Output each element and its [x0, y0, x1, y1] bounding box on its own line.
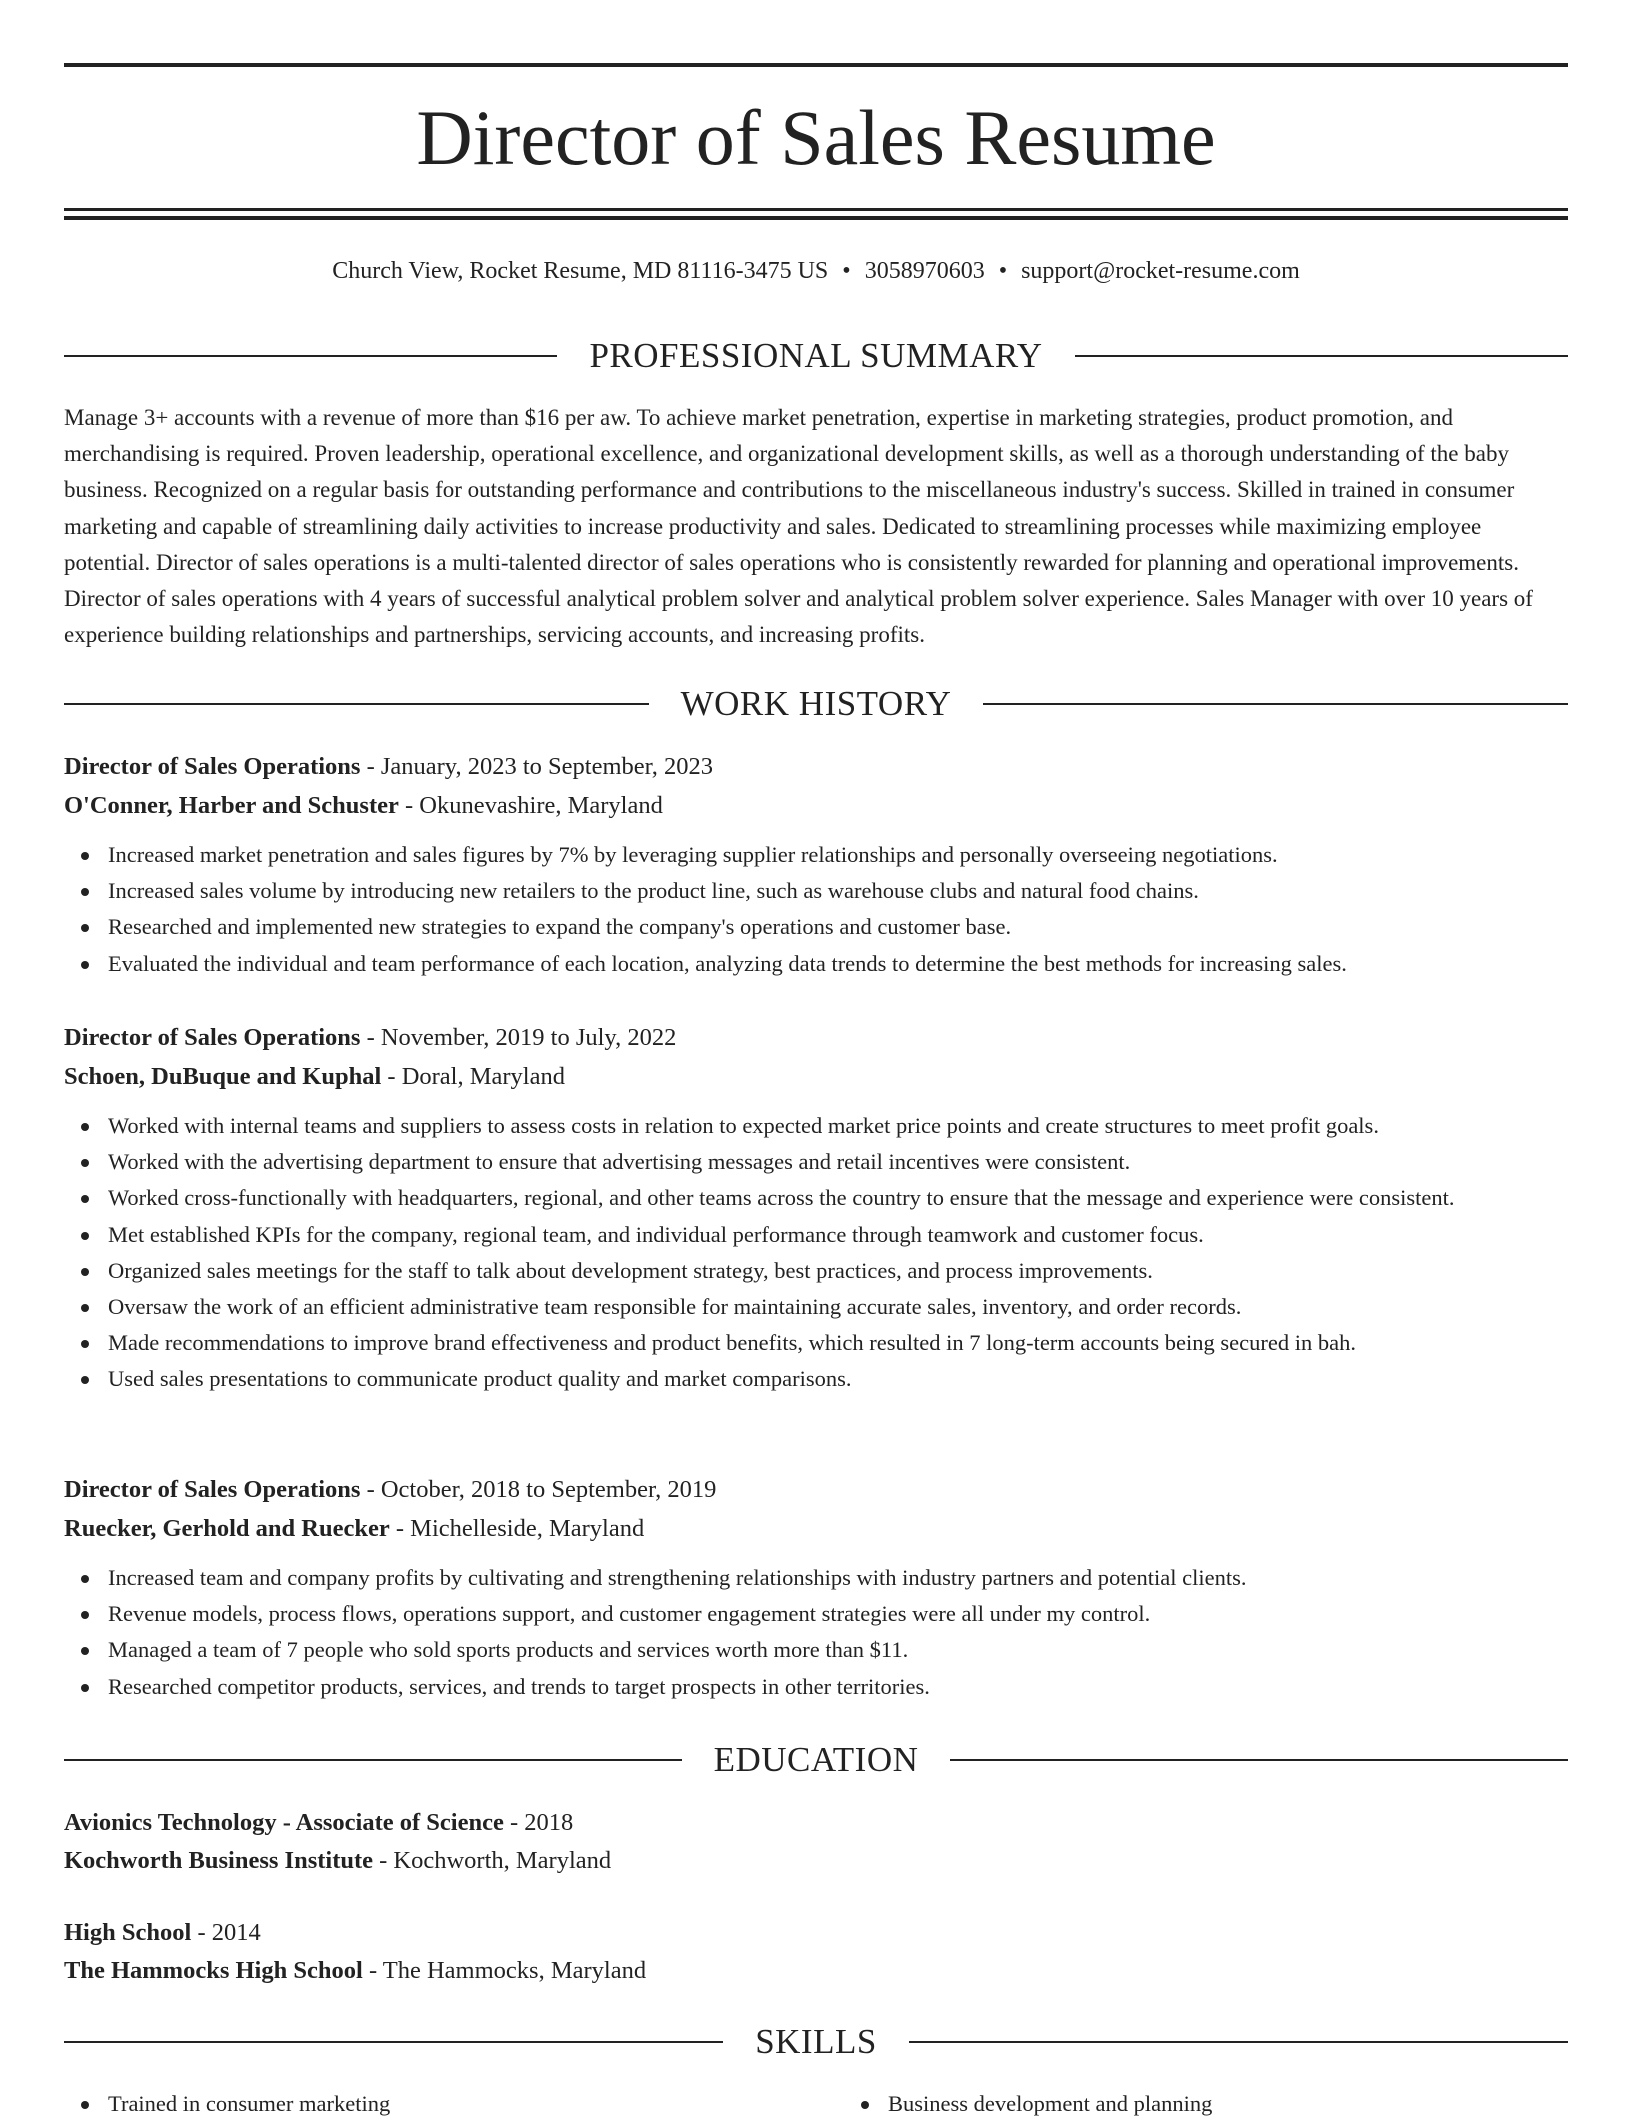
- heading-rule: [909, 2041, 1568, 2043]
- section-heading-education: [64, 1738, 1568, 1782]
- job-bullet: Increased sales volume by introducing new retailers to the product line, such as warehouse clubs and natural food chains.: [108, 873, 1568, 909]
- contact-email: support@rocket-resume.com: [1021, 258, 1300, 284]
- education-location: - The Hammocks, Maryland: [362, 1957, 647, 1984]
- section-title: SKILLS: [755, 2022, 877, 2061]
- job-entry: [64, 1018, 1568, 1398]
- job-bullet: Researched competitor products, services, and trends to target prospects in other territories.: [108, 1669, 1568, 1705]
- top-rule: [64, 63, 1568, 67]
- job-bullets: [64, 1108, 1568, 1398]
- education-year: - 2014: [191, 1919, 261, 1946]
- heading-rule: [64, 1759, 682, 1761]
- education-year: - 2018: [503, 1809, 574, 1836]
- skill-item: Trained in consumer marketing: [108, 2086, 788, 2122]
- job-bullet: Managed a team of 7 people who sold sports products and services worth more than $11.: [108, 1632, 1568, 1668]
- job-company: Schoen, DuBuque and Kuphal: [64, 1063, 382, 1090]
- heading-rule: [983, 703, 1568, 705]
- section-heading-summary: [64, 334, 1568, 378]
- job-company: Ruecker, Gerhold and Ruecker: [64, 1515, 390, 1542]
- section-title: WORK HISTORY: [680, 684, 952, 723]
- job-bullet: Made recommendations to improve brand effectiveness and product benefits, which resulted in 7 long-term accounts being secured in bah.: [108, 1325, 1568, 1361]
- education-entry: [64, 1914, 1568, 1990]
- contact-address: Church View, Rocket Resume, MD 81116-3475 US: [332, 258, 829, 284]
- job-location: - Michelleside, Maryland: [389, 1515, 645, 1542]
- job-bullets: [64, 837, 1568, 982]
- section-heading-skills: [64, 2020, 1568, 2064]
- job-title: Director of Sales Operations: [64, 1476, 361, 1503]
- job-bullet: Organized sales meetings for the staff to talk about development strategy, best practices, and process improvements.: [108, 1253, 1568, 1289]
- education-location: - Kochworth, Maryland: [373, 1847, 612, 1874]
- job-entry: [64, 747, 1568, 982]
- contact-phone: 3058970603: [864, 258, 985, 284]
- job-dates: - October, 2018 to September, 2019: [360, 1476, 717, 1503]
- education-entry: [64, 1804, 1568, 1880]
- title-rule-lower: [64, 216, 1568, 220]
- job-bullet: Revenue models, process flows, operations support, and customer engagement strategies were all under my control.: [108, 1596, 1568, 1632]
- education-school: The Hammocks High School: [64, 1957, 363, 1984]
- job-dates: - November, 2019 to July, 2022: [360, 1024, 677, 1051]
- skills-column-right: [788, 2086, 1568, 2122]
- education-school: Kochworth Business Institute: [64, 1847, 374, 1874]
- job-bullet: Worked cross-functionally with headquarters, regional, and other teams across the country to ensure that the message and experience were consistent.: [108, 1180, 1568, 1216]
- job-title: Director of Sales Operations: [64, 1024, 361, 1051]
- job-bullet: Worked with internal teams and suppliers to assess costs in relation to expected market price points and create structures to meet profit goals.: [108, 1108, 1568, 1144]
- heading-rule: [64, 2041, 723, 2043]
- job-title: Director of Sales Operations: [64, 753, 361, 780]
- skills-list: [64, 2086, 1568, 2122]
- section-title: EDUCATION: [713, 1740, 919, 1779]
- job-dates: - January, 2023 to September, 2023: [360, 753, 714, 780]
- contact-separator: •: [842, 258, 851, 284]
- education-degree: High School: [64, 1919, 192, 1946]
- skills-column-left: [64, 2086, 788, 2122]
- job-bullet: Evaluated the individual and team performance of each location, analyzing data trends to determine the best methods for increasing sales.: [108, 946, 1568, 982]
- job-location: - Okunevashire, Maryland: [398, 792, 663, 819]
- job-company: O'Conner, Harber and Schuster: [64, 792, 399, 819]
- heading-rule: [1075, 355, 1568, 357]
- job-bullet: Worked with the advertising department to ensure that advertising messages and retail incentives were consistent.: [108, 1144, 1568, 1180]
- education-degree: Avionics Technology - Associate of Science: [64, 1809, 504, 1836]
- job-bullet: Met established KPIs for the company, regional team, and individual performance through teamwork and customer focus.: [108, 1217, 1568, 1253]
- heading-rule: [64, 355, 557, 357]
- contact-line: [64, 255, 1568, 287]
- job-bullet: Researched and implemented new strategies to expand the company's operations and customer base.: [108, 909, 1568, 945]
- skill-item: Business development and planning: [888, 2086, 1568, 2122]
- section-title: PROFESSIONAL SUMMARY: [589, 336, 1043, 375]
- heading-rule: [64, 703, 649, 705]
- job-bullet: Used sales presentations to communicate product quality and market comparisons.: [108, 1361, 1568, 1397]
- contact-separator: •: [998, 258, 1008, 284]
- page-title: Director of Sales Resume: [416, 94, 1216, 181]
- job-bullet: Oversaw the work of an efficient administrative team responsible for maintaining accurate sales, inventory, and order records.: [108, 1289, 1568, 1325]
- section-heading-work: [64, 682, 1568, 726]
- job-entry: [64, 1470, 1568, 1705]
- job-bullet: Increased team and company profits by cultivating and strengthening relationships with industry partners and potential clients.: [108, 1560, 1568, 1596]
- job-bullets: [64, 1560, 1568, 1705]
- heading-rule: [950, 1759, 1568, 1761]
- job-location: - Doral, Maryland: [381, 1063, 565, 1090]
- summary-text: Manage 3+ accounts with a revenue of more than $16 per aw. To achieve market penetration, expertise in marketing strategies, product promotion, and merchandising is required. Proven leadership, operational excellence, and organizational development skills, as well as a thorough understanding of the baby business. Recognized on a regular basis for outstanding performance and contributions to the miscellaneous industry's success. Skilled in trained in consumer marketing and capable of streamlining daily activities to increase productivity and sales. Dedicated to streamlining processes while maximizing employee potential. Director of sales operations is a multi-talented director of sales operations who is consistently rewarded for planning and operational improvements. Director of sales operations with 4 years of successful analytical problem solver and analytical problem solver experience. Sales Manager with over 10 years of experience building relationships and partnerships, servicing accounts, and increasing profits.: [64, 405, 1533, 648]
- title-rule-upper: [64, 208, 1568, 211]
- job-bullet: Increased market penetration and sales figures by 7% by leveraging supplier relationships and personally overseeing negotiations.: [108, 837, 1568, 873]
